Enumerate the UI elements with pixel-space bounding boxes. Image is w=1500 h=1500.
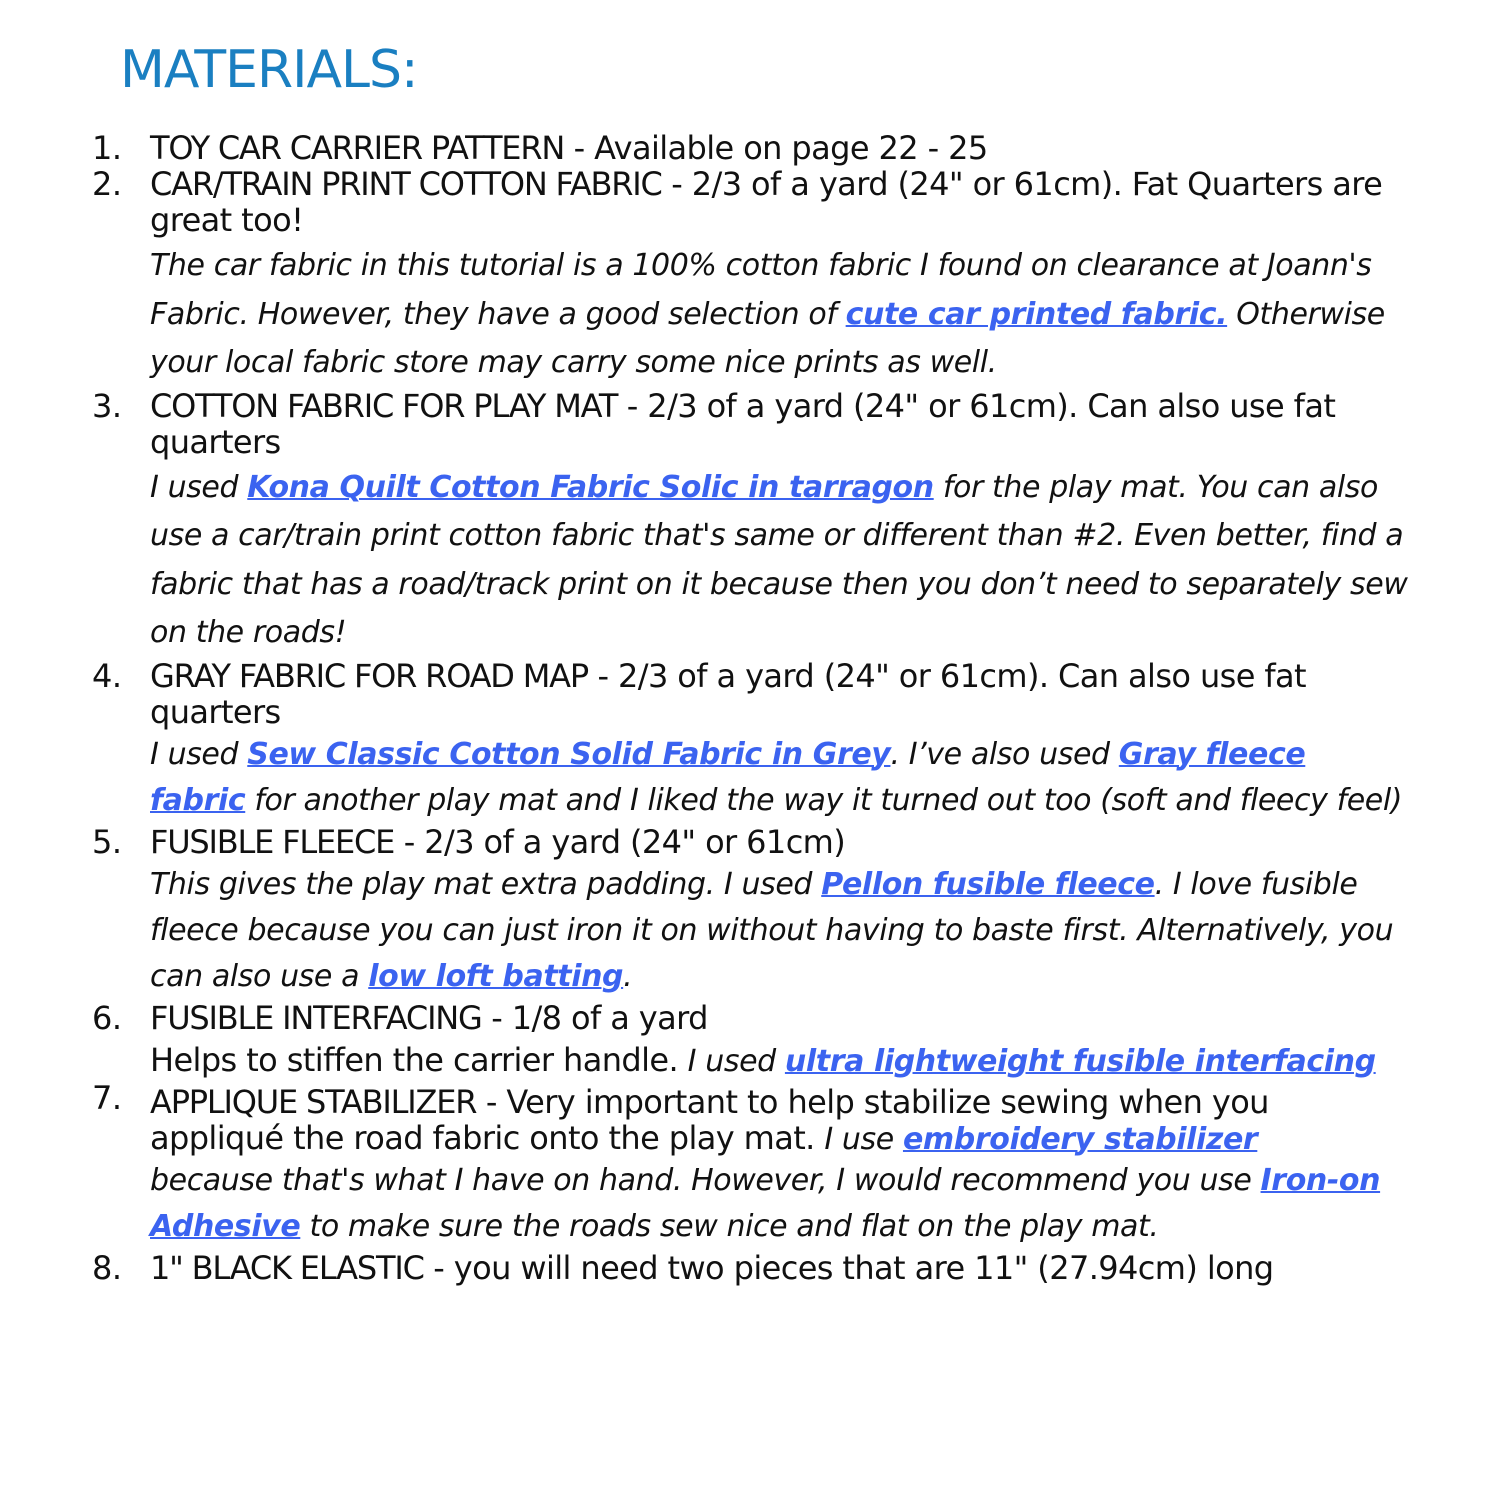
note-text: for another play mat and I liked the way it turned out too (soft and fleecy feel) xyxy=(245,782,1403,818)
iron-on-adhesive-link[interactable]: Iron-on Adhesive xyxy=(150,1162,1381,1244)
item-note xyxy=(150,730,1410,824)
list-item-5 xyxy=(88,824,1410,1000)
item-number: 8. xyxy=(92,1248,122,1287)
note-text: to make sure the roads sew nice and flat on the play mat. xyxy=(300,1208,1159,1244)
item-note xyxy=(150,1036,1410,1080)
item-title: FUSIBLE FLEECE xyxy=(150,822,395,861)
item-detail: - Very important to help stabilize sewing when you appliqué the road fabric onto the play mat. xyxy=(150,1082,1269,1157)
item-description xyxy=(150,1250,1410,1286)
note-text: Helps to stiffen the carrier handle. xyxy=(150,1040,688,1079)
note-text: This gives the play mat extra padding. I used xyxy=(150,866,822,902)
cute-car-fabric-link[interactable]: cute car printed fabric. xyxy=(845,296,1228,332)
item-note xyxy=(150,860,1410,1000)
item-detail: - 2/3 of a yard (24" or 61cm). Can also use fat quarters xyxy=(150,656,1306,731)
item-detail: - 2/3 of a yard (24" or 61cm). Fat Quarters are great too! xyxy=(150,165,1383,239)
note-text: I used xyxy=(687,1043,785,1079)
item-number: 2. xyxy=(92,165,122,203)
item-title: FUSIBLE INTERFACING xyxy=(150,998,482,1037)
list-item-8 xyxy=(88,1250,1410,1286)
item-title: COTTON FABRIC FOR PLAY MAT xyxy=(150,386,618,425)
item-note xyxy=(150,1158,1410,1250)
note-text: The car fabric in this tutorial is a 100% cotton fabric I found on clearance at Joann's Fabric. However, they have a good selection of xyxy=(150,248,1372,332)
note-text: I used xyxy=(150,469,248,505)
list-item-6 xyxy=(88,1000,1410,1080)
note-text: for the play mat. You can also use a car/train print cotton fabric that's same or different than #2. Even better, find a fabric that has a road/track print on it because then you don’t need to separately sew on the roads! xyxy=(150,469,1408,650)
item-detail: - 2/3 of a yard (24" or 61cm) xyxy=(394,822,846,861)
item-number: 6. xyxy=(92,998,122,1037)
note-text: I use xyxy=(824,1121,903,1157)
low-loft-batting-link[interactable]: low loft batting xyxy=(368,958,624,994)
gray-fleece-link[interactable]: Gray fleece fabric xyxy=(150,736,1306,818)
item-number: 3. xyxy=(92,386,122,425)
note-text: . I’ve also used xyxy=(890,736,1119,772)
item-number: 4. xyxy=(92,656,122,695)
page-title: MATERIALS: xyxy=(120,40,418,100)
note-text: . I love fusible fleece because you can just iron it on without having to baste first. Alternatively, you can also use a xyxy=(150,866,1394,994)
item-title: TOY CAR CARRIER PATTERN xyxy=(150,129,565,167)
list-item-2 xyxy=(88,166,1410,388)
item-detail: - you will need two pieces that are 11" (27.94cm) long xyxy=(423,1248,1274,1287)
item-detail: - 1/8 of a yard xyxy=(481,998,708,1037)
list-item-7 xyxy=(88,1080,1410,1250)
item-description xyxy=(150,166,1410,238)
embroidery-stabilizer-link[interactable]: embroidery stabilizer xyxy=(902,1121,1258,1157)
note-text: Otherwise your local fabric store may carry some nice prints as well. xyxy=(150,296,1385,380)
interfacing-link[interactable]: ultra lightweight fusible interfacing xyxy=(784,1043,1376,1079)
sew-classic-grey-link[interactable]: Sew Classic Cotton Solid Fabric in Grey xyxy=(247,736,891,772)
item-detail: - 2/3 of a yard (24" or 61cm). Can also use fat quarters xyxy=(150,386,1336,461)
list-item-4 xyxy=(88,658,1410,824)
item-title: 1" BLACK ELASTIC xyxy=(150,1248,424,1287)
materials-list xyxy=(88,130,1410,1286)
item-description xyxy=(150,1000,1410,1036)
note-text: I used xyxy=(150,736,248,772)
kona-cotton-link[interactable]: Kona Quilt Cotton Fabric Solic in tarragon xyxy=(247,469,934,505)
item-note xyxy=(150,238,1410,388)
note-text: . xyxy=(623,958,633,994)
note-text: because that's what I have on hand. However, I would recommend you use xyxy=(150,1162,1261,1198)
pellon-fleece-link[interactable]: Pellon fusible fleece xyxy=(821,866,1155,902)
list-item-3 xyxy=(88,388,1410,658)
item-title: CAR/TRAIN PRINT COTTON FABRIC xyxy=(150,165,662,203)
item-note xyxy=(150,460,1410,658)
list-item-1 xyxy=(88,130,1410,166)
item-description xyxy=(150,658,1410,730)
item-description xyxy=(150,824,1410,860)
item-number: 5. xyxy=(92,822,122,861)
item-description xyxy=(150,130,1410,166)
item-title: APPLIQUE STABILIZER xyxy=(150,1082,477,1121)
item-detail: - Available on page 22 - 25 xyxy=(564,129,988,167)
item-number: 1. xyxy=(92,129,122,167)
item-description xyxy=(150,1080,1410,1158)
item-number: 7. xyxy=(92,1078,122,1117)
item-description xyxy=(150,388,1410,460)
item-title: GRAY FABRIC FOR ROAD MAP xyxy=(150,656,588,695)
